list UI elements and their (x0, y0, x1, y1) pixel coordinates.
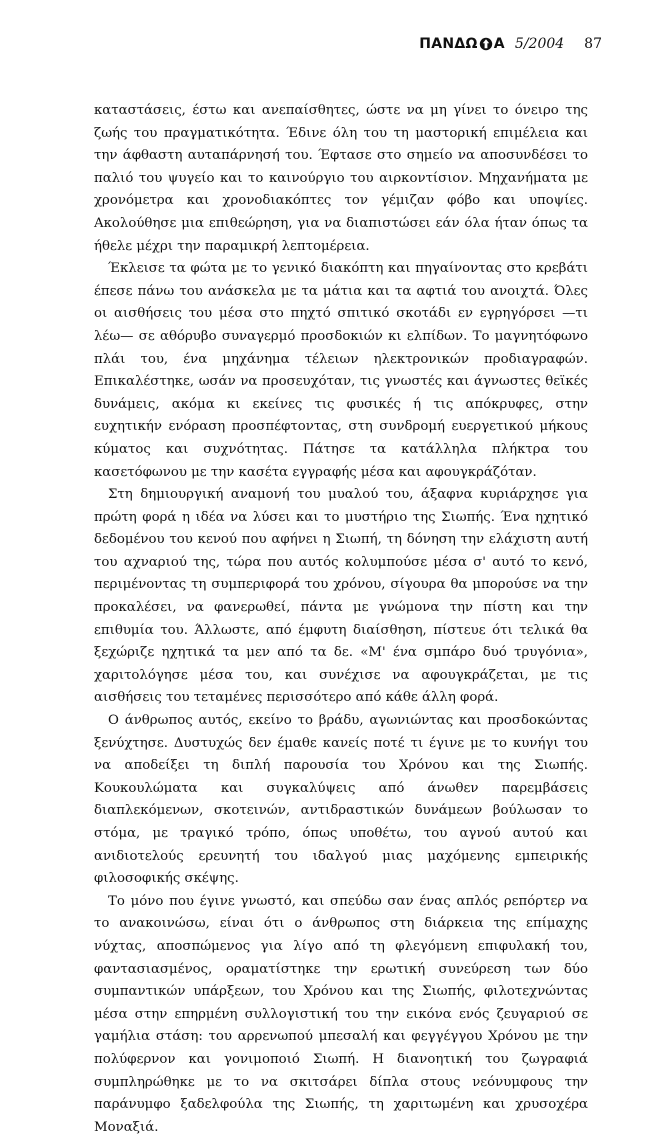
journal-name (419, 36, 505, 52)
paragraph-1: καταστάσεις, έστω και ανεπαίσθητες, ώστε να μη γίνει το όνειρο της ζωής του πραγματικότητα. Έδινε όλη του τη μαστορική επιμέλεια και την άφθαστη αυταπάρνησή του. Έφτασε στο σημείο να αποσυνδέσει το παλιό του ψυγείο και το καινούργιο του αιρκοντίσιον. Μηχανήματα με χρονόμετρα και χρονοδιακόπτες τον γέμιζαν φόβο και υποψίες. Ακολούθησε μια επιθεώρηση, για να διαπιστώσει εάν όλα ήταν όπως τα ήθελε μέχρι την παραμικρή λεπτομέρεια. (94, 103, 588, 254)
journal-logo-icon (479, 37, 493, 51)
paragraph-5: Το μόνο που έγινε γνωστό, και σπεύδω σαν ένας απλός ρεπόρτερ να το ανακοινώσω, είναι ότι ο άνθρωπος στη διάρκεια της επίμαχης νύχτας, αποσπώμενος για λίγο από τη φλεγόμενη επιφυλακή του, φαντασιασμένος, οραματίστηκε την ερωτική συνεύρεση των δύο συμπαντικών υπάρξεων, του Χρόνου και της Σιωπής, φιλοτεχνώντας μέσα στην επηρμένη συλλογιστική του την εικόνα ενός ζευγαριού σε γαμήλια στάση: του αρρενωπού μπεσαλή και φεγγέγγου Χρόνου με την πολύφερνον και γονιμοποιό Σιωπή. Η διανοητική του ζωγραφιά συμπληρώθηκε με το να σκιτσάρει δίπλα στους νεόνυμφους την παράνυμφο ξαδελφούλα της Σιωπής, τη χαριτωμένη και χρυσοχέρα Μοναξιά. (94, 893, 588, 1135)
journal-name-left: ΠΑΝΔΩ (419, 36, 478, 52)
paragraph-3: Στη δημιουργική αναμονή του μυαλού του, άξαφνα κυριάρχησε για πρώτη φορά η ιδέα να λύσει και το μυστήριο της Σιωπής. Ένα ηχητικό δεδομένου του κενού που αφήνει η Σιωπή, τη δόνηση την ελάχιστη αυτή του αχναριού της, τώρα που αυτός κολυμπούσε μέσα σ' αυτό το κενό, περιμένοντας τη συμπεριφορά του χρόνου, σίγουρα θα μπορούσε να την προκαλέσει, να φανερωθεί, πάντα με γνώμονα την πίστη και την επιθυμία του. Άλλωστε, από έμφυτη διαίσθηση, πίστευε ότι τελικά θα ξεχώριζε ηχητικά τα μεν από τα δε. «Μ' ένα σμπάρο δυό τρυγόνια», χαριτολόγησε μέσα του, και συνέχισε να αφουγκράζεται, με τις αισθήσεις του τεταμένες περισσότερο από κάθε άλλη φορά. (94, 487, 588, 706)
paragraph-2: Έκλεισε τα φώτα με το γενικό διακόπτη και πηγαίνοντας στο κρεβάτι έπεσε πάνω του ανάσκελα με τα μάτια και τα αφτιά του ανοιχτά. Όλες οι αισθήσεις του μέσα στο πηχτό σπιτικό σκοτάδι εν εγρηγόρσει —τι λέω— σε αθόρυβο συναγερμό προσδοκιών κι ελπίδων. Το μαγνητόφωνο πλάι του, ένα μηχάνημα τέλειων ηλεκτρονικών προδιαγραφών. Επικαλέστηκε, ωσάν να προσευχόταν, τις γνωστές και άγνωστες θεϊκές δυνάμεις, ακόμα κι εκείνες τις φυσικές ή τις απόκρυφες, στην ευχητικήν ενόραση προσπέφτοντας, στη συνδρομή ευεργετικού μήκους κύματος και συχνότητας. Πάτησε τα κατάλληλα πλήκτρα του κασετόφωνου με την κασέτα εγγραφής μέσα και αφουγκράζόταν. (94, 261, 588, 480)
journal-name-right: Α (493, 36, 505, 52)
issue-number: 5/2004 (514, 36, 565, 52)
page-number: 87 (584, 36, 602, 52)
running-header (419, 36, 602, 52)
paragraph-4: Ο άνθρωπος αυτός, εκείνο το βράδυ, αγωνιώντας και προσδοκώντας ξενύχτησε. Δυστυχώς δεν έμαθε κανείς ποτέ τι έγινε με το κυνήγι του να αποδείξει τη διπλή παρουσία του Χρόνου και της Σιωπής. Κουκουλώματα και συγκαλύψεις από άνωθεν παρεμβάσεις διαπλεκόμενων, σκοτεινών, αντιδραστικών δυνάμεων βούλωσαν το στόμα, με τραγικό τρόπο, όπως υποθέτω, του αγνού αυτού και ανιδιοτελούς ερευνητή του ιδαλγού μιας μαχόμενης εμπειρικής φιλοσοφικής σκέψης. (94, 713, 588, 887)
article-body (94, 100, 588, 1139)
